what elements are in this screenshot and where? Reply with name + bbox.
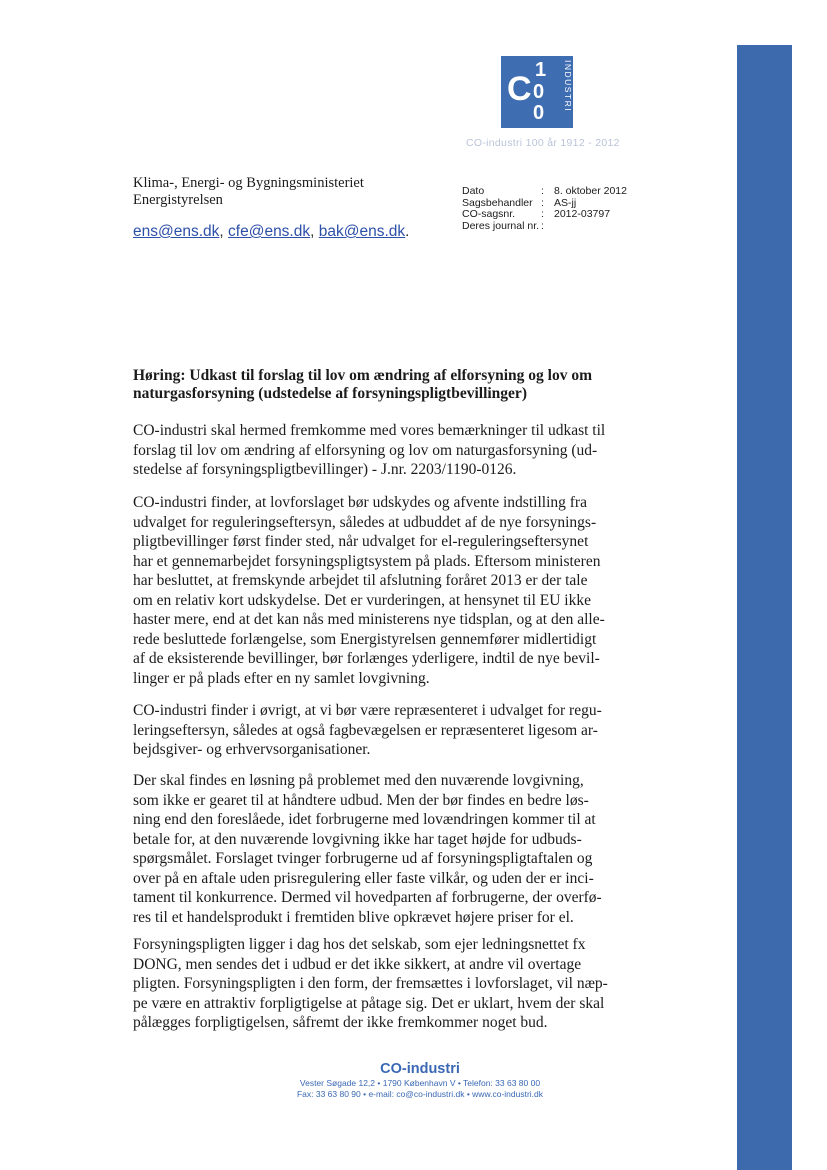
paragraph-line: udvalget for reguleringseftersyn, således at udbuddet af de nye forsynings- [133, 513, 597, 531]
recipient-address [133, 175, 364, 209]
meta-label: Sagsbehandler [462, 196, 533, 209]
meta-separator: : [541, 185, 544, 197]
paragraph-line: res til et handelsprodukt i fremtiden blive opkrævet højere priser for el. [133, 908, 574, 926]
paragraph-line: stedelse af forsyningspligtbevillinger) - J.nr. 2203/1190-0126. [133, 461, 517, 478]
logo-tagline: CO-industri 100 år 1912 - 2012 [466, 137, 620, 149]
paragraph-line: CO-industri finder, at lovforslaget bør udskydes og afvente indstilling fra [133, 494, 587, 511]
body-paragraph [133, 771, 623, 927]
body-paragraph [133, 493, 623, 688]
logo-digit-1: 1 [535, 59, 547, 81]
paragraph-line: forslag til lov om ændring af elforsyning og lov om naturgasforsyning (ud- [133, 441, 598, 459]
meta-separator: : [541, 208, 544, 220]
paragraph-line: pe være en attraktiv forpligtigelse at påtage sig. Det er uklart, hvem der skal [133, 994, 605, 1012]
paragraph-line: bejdsgiver- og erhvervsorganisationer. [133, 741, 371, 758]
logo-side-text: INDUSTRI [563, 60, 573, 113]
paragraph-line: Der skal findes en løsning på problemet med den nuværende lovgivning, [133, 772, 584, 789]
logo-letter-c: C [507, 70, 532, 108]
paragraph-line: rede besluttede forlængelse, som Energistyrelsen gennemfører midlertidigt [133, 630, 597, 648]
paragraph-line: om en relativ kort udskydelse. Det er vurderingen, at hensynet til EU ikke [133, 591, 591, 609]
recipient-line: Klima-, Energi- og Bygningsministeriet [133, 175, 364, 191]
paragraph-line: ning end den foreslåede, idet forbrugerne med lovændringen kommer til at [133, 811, 596, 828]
paragraph-line: pligtbevillinger først finder sted, når udvalget for el-reguleringseftersynet [133, 533, 589, 550]
meta-value: AS-jj [554, 196, 577, 209]
logo-digit-0-top: 0 [533, 81, 545, 103]
footer-contact: Fax: 33 63 80 90 • e-mail: co@co-industri.dk • www.co-industri.dk [296, 1089, 544, 1099]
paragraph-line: af de eksisterende bevillinger, bør forlænges yderligere, indtil de nye bevil- [133, 650, 600, 667]
body-paragraph [133, 935, 623, 1033]
email-link[interactable]: ens@ens.dk [133, 223, 220, 240]
body-paragraph [133, 421, 623, 480]
paragraph-line: CO-industri finder i øvrigt, at vi bør være repræsenteret i udvalget for regu- [133, 702, 602, 719]
meta-separator: : [541, 219, 544, 232]
paragraph-line: over på en aftale uden prisregulering eller faste vilkår, og uden der er inci- [133, 869, 594, 887]
letter-footer [240, 1061, 600, 1100]
paragraph-line: linger er på plads efter en ny samlet lovgivning. [133, 669, 430, 687]
letter-title: Høring: Udkast til forslag til lov om ændring af elforsyning og lov om naturgasforsyning (udstedelse af forsyningspligtbevillinger) [133, 367, 592, 402]
meta-label: CO-sagsnr. [462, 208, 516, 220]
meta-value: 2012-03797 [554, 208, 611, 220]
side-color-bar [737, 45, 792, 1170]
paragraph-line: CO-industri skal hermed fremkomme med vores bemærkninger til udkast til [133, 422, 606, 439]
paragraph-line: har besluttet, at fremskynde arbejdet til afslutning foråret 2013 er der tale [133, 572, 588, 589]
email-end: . [405, 223, 410, 240]
paragraph-line: leringseftersyn, således at også fagbevægelsen er repræsenteret ligesom ar- [133, 721, 598, 739]
co-industri-logo [501, 56, 573, 128]
body-paragraph [133, 701, 623, 760]
meta-separator: : [541, 196, 544, 209]
logo-digit-0-bottom: 0 [533, 102, 545, 124]
paragraph-line: Forsyningspligten ligger i dag hos det selskab, som ejer ledningsnettet fx [133, 936, 586, 953]
email-link[interactable]: bak@ens.dk [318, 223, 406, 240]
recipient-emails [133, 223, 409, 241]
email-separator: , [219, 223, 229, 240]
paragraph-line: tament til konkurrence. Dermed vil hovedparten af forbrugerne, der overfø- [133, 889, 602, 906]
meta-label: Deres journal nr. [462, 219, 540, 232]
email-separator: , [310, 223, 319, 240]
paragraph-line: pligten. Forsyningspligten i den form, der fremsættes i lovforslaget, vil næp- [133, 975, 608, 992]
footer-address: Vester Søgade 12,2 • 1790 København V • Telefon: 33 63 80 00 [299, 1078, 541, 1088]
meta-value: 8. oktober 2012 [554, 185, 627, 197]
email-link[interactable]: cfe@ens.dk [228, 223, 311, 240]
footer-organisation: CO-industri [380, 1061, 460, 1077]
paragraph-line: som ikke er gearet til at håndtere udbud. Men der bør findes en bedre løs- [133, 791, 589, 809]
paragraph-line: DONG, men sendes det i udbud er det ikke sikkert, at andre vil overtage [133, 955, 582, 973]
paragraph-line: har et gennemarbejdet forsyningspligtsystem på plads. Eftersom ministeren [133, 552, 601, 570]
meta-label: Dato [462, 185, 485, 197]
paragraph-line: haster mere, end at det kan nås med ministerens nye tidsplan, og at den alle- [133, 611, 605, 628]
paragraph-line: spørgsmålet. Forslaget tvinger forbrugerne ud af forsyningspligtaftalen og [133, 850, 593, 867]
paragraph-line: pålægges forpligtigelsen, såfremt der ikke fremkommer noget bud. [133, 1014, 548, 1031]
paragraph-line: betale for, at den nuværende lovgivning ikke har taget højde for udbuds- [133, 830, 582, 848]
recipient-line: Energistyrelsen [133, 192, 223, 208]
